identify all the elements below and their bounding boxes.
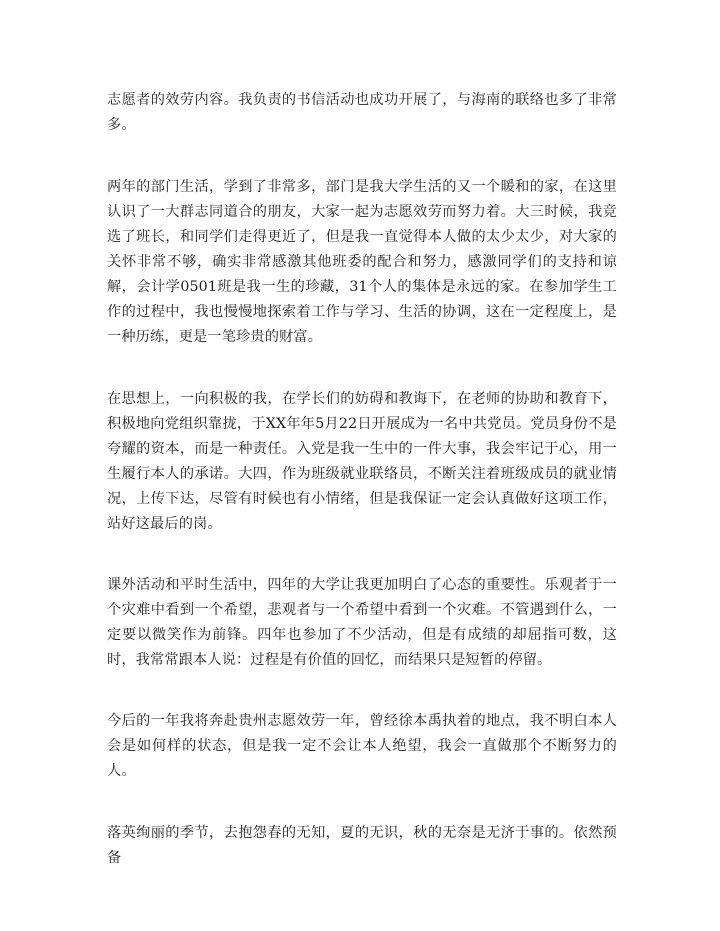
paragraph-3: 在思想上，一向积极的我，在学长们的妨碍和教诲下，在老师的协助和教育下，积极地向党组织靠拢，于XX年年5月22日开展成为一名中共党员。党员身份不是夸耀的资本，而是一种责任。入党是我一生中的一件大事，我会牢记于心，用一生履行本人的承诺。大四，作为班级就业联络员，不断关注着班级成员的就业情况，上传下达，尽管有时候也有小情绪，但是我保证一定会认真做好这项工作，站好这最后的岗。 (107, 391, 617, 532)
paragraph-4: 课外活动和平时生活中，四年的大学让我更加明白了心态的重要性。乐观者于一个灾难中看到一个希望，悲观者与一个希望中看到一个灾难。不管遇到什么，一定要以微笑作为前锋。四年也参加了不少活动，但是有成绩的却屈指可数，这时，我常常跟本人说：过程是有价值的回忆，而结果只是短暂的停留。 (107, 577, 617, 668)
paragraph-2: 两年的部门生活，学到了非常多，部门是我大学生活的又一个暖和的家，在这里认识了一大群志同道合的朋友，大家一起为志愿效劳而努力着。大三时候，我竞选了班长，和同学们走得更近了，但是我一直觉得本人做的太少太少，对大家的关怀非常不够，确实非常感激其他班委的配合和努力，感激同学们的支持和谅解，会计学0501班是我一生的珍藏，31个人的集体是永远的家。在参加学生工作的过程中，我也慢慢地探索着工作与学习、生活的协调，这在一定程度上，是一种历练，更是一笔珍贵的财富。 (107, 179, 617, 345)
paragraph-1: 志愿者的效劳内容。我负责的书信活动也成功开展了，与海南的联络也多了非常多。 (107, 92, 617, 133)
paragraph-6: 落英绚丽的季节，去抱怨春的无知，夏的无识，秋的无奈是无济于事的。依然预备 (107, 825, 617, 866)
paragraph-5: 今后的一年我将奔赴贵州志愿效劳一年，曾经徐本禹执着的地点，我不明白本人会是如何样的状态，但是我一定不会让本人绝望，我会一直做那个不断努力的人。 (107, 713, 617, 779)
document-page (107, 88, 617, 871)
